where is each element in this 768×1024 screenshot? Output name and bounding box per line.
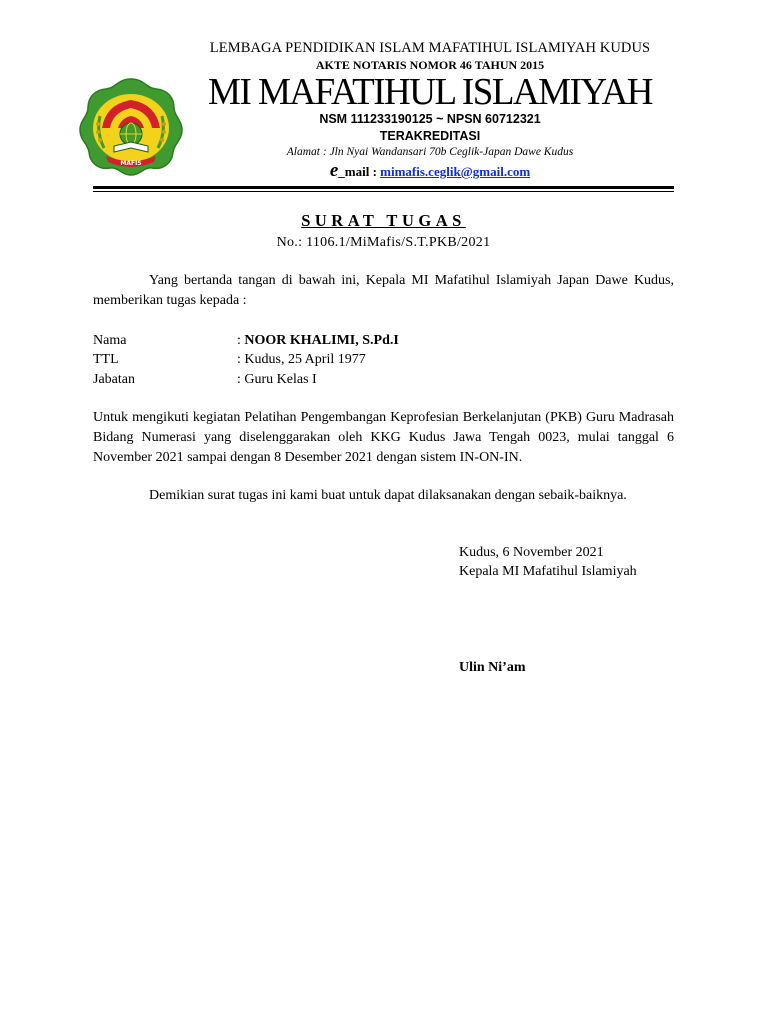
letter-title-text: SURAT TUGAS	[301, 211, 466, 230]
accreditation-status: TERAKREDITASI	[379, 129, 481, 143]
field-value-jabatan: : Guru Kelas I	[237, 372, 317, 387]
field-label-name: Nama	[93, 333, 127, 348]
field-value-name-colon: :	[237, 333, 245, 348]
signature-name: Ulin Ni’am	[459, 660, 526, 675]
school-address: Alamat : Jln Nyai Wandansari 70b Ceglik-Japan Dawe Kudus	[286, 146, 574, 158]
field-value-name	[237, 331, 399, 351]
field-value-name-bold: NOOR KHALIMI, S.Pd.I	[244, 333, 399, 348]
signature-place-date: Kudus, 6 November 2021	[459, 545, 604, 560]
letter-title	[93, 211, 674, 231]
field-row-name	[93, 331, 674, 351]
notary-deed: AKTE NOTARIS NOMOR 46 TAHUN 2015	[315, 58, 545, 72]
field-label-ttl: TTL	[93, 352, 119, 367]
opening-paragraph: Yang bertanda tangan di bawah ini, Kepala MI Mafatihul Islamiyah Japan Dawe Kudus, memberikan tugas kepada :	[93, 273, 674, 308]
closing-paragraph: Demikian surat tugas ini kami buat untuk dapat dilaksanakan dengan sebaik-baiknya.	[149, 488, 627, 503]
field-value-ttl: : Kudus, 25 April 1977	[237, 352, 366, 367]
email-prefix-e: e	[329, 160, 339, 181]
signature-position: Kepala MI Mafatihul Islamiyah	[459, 564, 637, 579]
field-row-ttl	[93, 350, 674, 370]
email-prefix-label: _mail :	[338, 164, 381, 179]
letter-number: No.: 1106.1/MiMafis/S.T.PKB/2021	[276, 235, 491, 250]
email-line	[150, 160, 710, 182]
foundation-name: LEMBAGA PENDIDIKAN ISLAM MAFATIHUL ISLAMIYAH KUDUS	[209, 40, 651, 56]
nsm-npsn: NSM 111233190125 ~ NPSN 60712321	[319, 112, 541, 126]
field-row-jabatan	[93, 370, 674, 390]
email-link[interactable]: mimafis.ceglik@gmail.com	[380, 164, 531, 179]
header-divider-thick	[93, 186, 674, 189]
field-label-jabatan: Jabatan	[93, 372, 135, 387]
school-name: MI MAFATIHUL ISLAMIYAH	[208, 71, 652, 114]
svg-text:MAFIS: MAFIS	[120, 160, 142, 167]
header-divider-thin	[93, 191, 674, 192]
purpose-paragraph: Untuk mengikuti kegiatan Pelatihan Pengembangan Keprofesian Berkelanjutan (PKB) Guru Madrasah Bidang Numerasi yang diselenggarakan oleh KKG Kudus Jawa Tengah 0023, mulai tanggal 6 November 2021 sampai dengan 8 Desember 2021 dengan sistem IN-ON-IN.	[93, 410, 674, 465]
